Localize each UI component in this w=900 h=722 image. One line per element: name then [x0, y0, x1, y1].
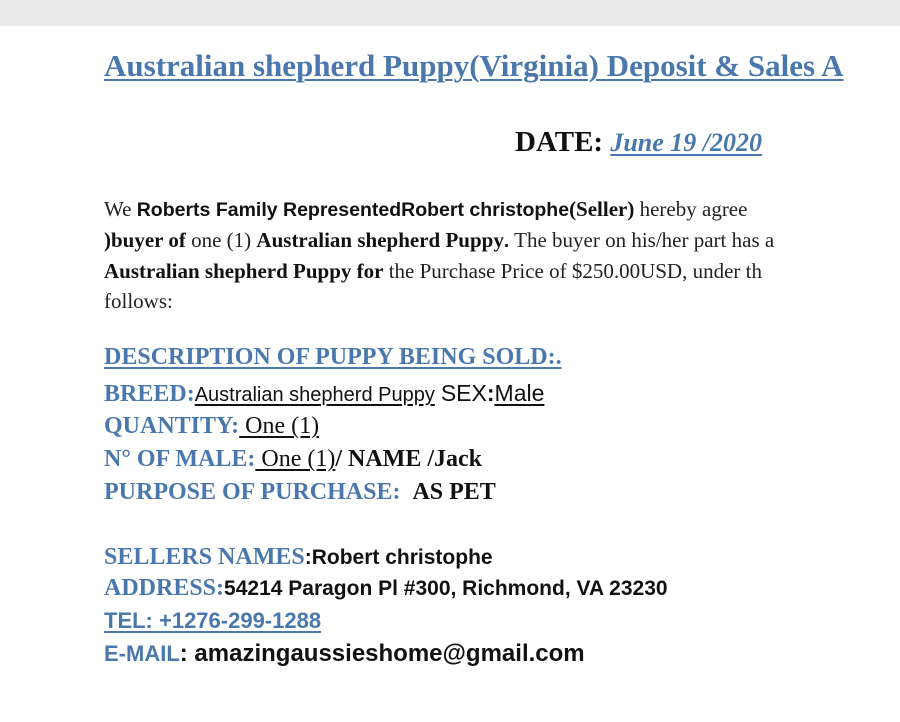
seller-names-row — [104, 544, 493, 571]
breed-label: BREED: — [104, 381, 195, 407]
intro-period: . — [503, 230, 510, 252]
seller-names-value: :Robert christophe — [304, 546, 493, 569]
intro-text: one (1) — [185, 228, 257, 252]
intro-breed: Puppy for — [293, 259, 384, 283]
puppy-name: / NAME /Jack — [335, 446, 482, 472]
purpose-label: PURPOSE OF PURCHASE: — [104, 479, 401, 505]
intro-text: The buyer on his/her part has a — [509, 228, 775, 252]
sex-colon: : — [486, 380, 495, 406]
intro-text: We — [104, 197, 137, 221]
breed-value: Australian shepherd Puppy — [194, 384, 435, 406]
intro-line-2 — [104, 225, 900, 256]
viewer-top-bar — [0, 0, 900, 26]
intro-line-4: follows: — [104, 289, 173, 313]
intro-seller-role: (Seller) — [569, 197, 635, 221]
email-row — [104, 640, 585, 668]
email-value: : amazingaussieshome@gmail.com — [179, 640, 585, 667]
quantity-value: One (1) — [239, 413, 320, 439]
intro-text: hereby agree — [634, 197, 748, 221]
sex-value: Male — [494, 380, 545, 406]
document-page — [0, 26, 900, 722]
address-value: 54214 Paragon Pl #300, Richmond, VA 23230 — [224, 577, 668, 600]
seller-names-label: SELLERS NAMES — [104, 544, 305, 570]
description-heading: DESCRIPTION OF PUPPY BEING SOLD:. — [104, 344, 562, 370]
intro-breed: Australian shepherd Puppy — [256, 228, 504, 252]
tel-link[interactable]: TEL: +1276-299-1288 — [104, 608, 322, 633]
purpose-row — [104, 479, 496, 506]
intro-line-3 — [104, 256, 900, 286]
tel-row — [104, 608, 321, 635]
intro-paragraph — [104, 194, 900, 316]
male-count-row — [104, 446, 482, 473]
date-line — [515, 126, 762, 159]
sex-label: SEX — [440, 380, 487, 406]
intro-breed: Australian shepherd — [104, 259, 294, 283]
intro-text: the Purchase Price of $250.00USD, under th — [383, 259, 762, 283]
male-count-label: N° OF MALE: — [104, 446, 256, 472]
date-label: DATE: — [515, 126, 604, 158]
address-row — [104, 575, 668, 602]
breed-row — [104, 380, 544, 408]
intro-seller-name: Roberts Family RepresentedRobert christophe — [136, 199, 570, 221]
date-value: June 19 /2020 — [610, 128, 763, 157]
document-title: Australian shepherd Puppy(Virginia) Deposit & Sales A — [104, 48, 844, 83]
intro-line-1 — [104, 194, 900, 225]
address-label: ADDRESS: — [104, 575, 225, 601]
purpose-value: AS PET — [412, 479, 496, 505]
quantity-row — [104, 413, 319, 440]
male-count-value: One (1) — [255, 446, 336, 472]
email-label: E-MAIL — [104, 641, 180, 666]
quantity-label: QUANTITY: — [104, 413, 240, 439]
intro-buyer: )buyer of — [104, 228, 186, 252]
